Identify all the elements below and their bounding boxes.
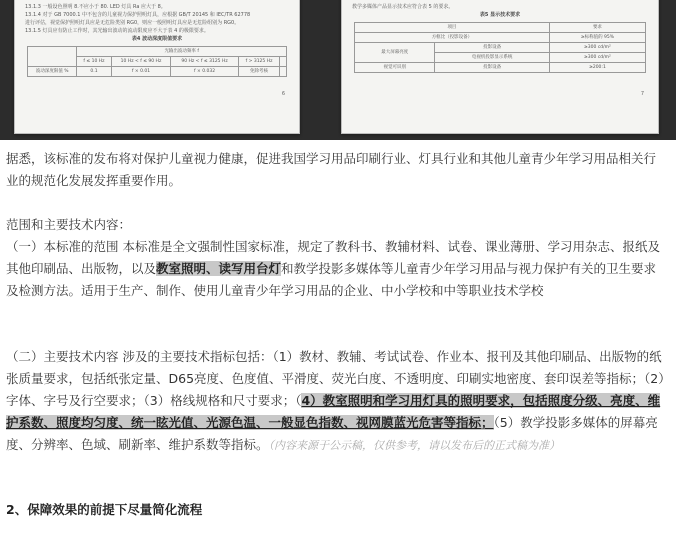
scanned-document-image [0,0,676,140]
scan-cell: ≥标称值的 95% [549,33,645,43]
paragraph-scope [6,236,668,302]
scan-page-number: 6 [281,91,285,97]
paragraph-scope-heading: 范围和主要技术内容： [6,217,132,232]
scan-cell: f ≤ 10 Hz [77,57,111,67]
paragraph-technical [6,346,668,457]
scan-cell: 免除考核 [238,67,280,77]
scan-cell: 投影设备 [435,43,549,53]
scan-page-number: 7 [640,91,644,97]
scan-page-left [14,0,300,134]
scan-cell [28,47,77,67]
scan-cell: f > 3125 Hz [238,57,280,67]
scope-text-b: 和教学投影多媒体等儿童青少年学习用品与视力保护有关的卫生要求及检测方法。适用于生产、制作、使用儿童青少年学习用品的企业、中小学校和中等职业技术学校 [6,261,657,298]
scan-table-title: 表4 波动深度限值要求 [131,36,183,42]
source-note: （内容来源于公示稿，仅供参考，请以发布后的正式稿为准） [268,439,561,452]
scan-cell: f × 0.01 [111,67,171,77]
technical-text-b: （5）教学投影多媒体的屏幕亮度、分辨率、色域、刷新率、维护系数等指标。 [6,415,658,452]
scan-line: 13.1.4 对于 GB 7000.1 中不包含的儿童视力保护照明灯具，应根据 GB/T 20145 和 IEC/TR 62778 [25,12,251,18]
scan-table-right [354,22,646,73]
scan-cell: 要求 [549,23,645,33]
scan-cell: f × 0.032 [171,67,238,77]
scan-cell: 投影设备 [435,63,549,73]
scan-cell: 波动深度限值 % [28,67,77,77]
scan-cell: 最大屏幕亮度 [355,43,435,63]
scan-line: 教学多媒体产品显示技术应符合表 5 的要求。 [352,4,454,10]
scan-cell: 电视机投影显示系统 [435,53,549,63]
scan-cell: 90 Hz < f ≤ 3125 Hz [171,57,238,67]
highlight-lighting-requirements: 4）教室照明和学习用灯具的照明要求，包括照度分级、亮度、维护系数、照度均匀度、统一眩光值、光源色温、一般显色指数、视网膜蓝光危害等指标； [6,393,661,430]
technical-text-a: （二）主要技术内容 涉及的主要技术指标包括：（1）教材、教辅、考试试卷、作业本、报刊及其他印刷品、出版物的纸张质量要求，包括纸张定量、D65亮度、色度值、平滑度、荧光白度、不透明度、印刷实地密度、套印误差等指标；（2）字体、字号及行空要求；（3）格线规格和尺寸要求；（ [6,349,665,408]
scan-cell: 0.1 [77,67,111,77]
scan-table-left [27,46,287,77]
scan-cell: ≥300 cd/m² [549,43,645,53]
scan-cell [280,57,287,67]
scan-cell: 项目 [355,23,550,33]
scan-cell: ≥200:1 [549,63,645,73]
scan-line: 13.1.5 灯具应有防止工作时，其光输出波动的流动限度应不大于表 4 的极限要求。 [25,28,209,34]
scan-cell: ≥300 cd/m² [549,53,645,63]
scan-line: 13.1.3 一般设色照明 8.不应小于 80. LED 灯具 Ra 应大于 8。 [25,4,166,10]
scan-cell [280,67,287,77]
section-heading: 2、保障效果的前提下尽量简化流程 [6,502,203,517]
scan-cell: 10 Hz < f ≤ 90 Hz [111,57,171,67]
scan-cell: 方框比（投影设备） [355,33,550,43]
scope-text-a: （一）本标准的范围 本标准是全文强制性国家标准，规定了教科书、教辅材料、试卷、课业薄册、学习用杂志、报纸及其他印刷品、出版物，以及 [6,239,660,276]
scan-page-right [341,0,659,134]
scan-line: 进行评估，视觉保护照明灯具应是无危险类别 RG0，则应一般照明灯具应是无危险组别为 RG0。 [25,20,240,26]
scan-table-title: 表5 显示技术要求 [479,12,521,18]
scan-cell: 视觉可识别 [355,63,435,73]
scan-cell: 光输出波动频率 f [77,47,287,57]
highlight-lighting: 教室照明、读写用台灯 [156,261,282,276]
paragraph-intro: 据悉，该标准的发布将对保护儿童视力健康，促进我国学习用品印刷行业、灯具行业和其他儿童青少年学习用品相关行业的规范化发展发挥重要作用。 [6,151,657,188]
